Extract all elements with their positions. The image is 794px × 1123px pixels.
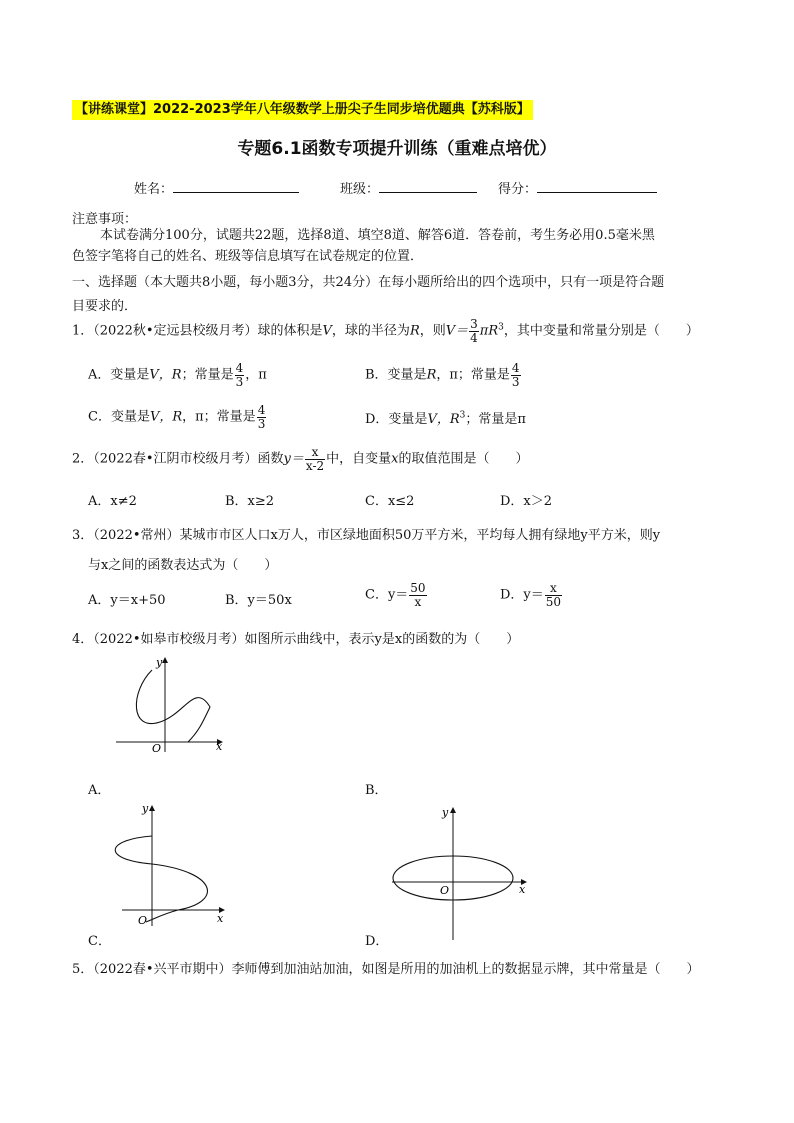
origin-label: O xyxy=(440,884,450,897)
q1-mid2: ，则 xyxy=(419,323,446,339)
q2-fraction: $\frac{x}{x-2}$ xyxy=(305,445,325,473)
question-3-line-1: 3．（2022•常州）某城市市区人口x万人，市区绿地面积50万平方米，平均每人拥有绿地y平方米，则y xyxy=(72,528,661,543)
y-axis-label: y xyxy=(142,802,149,815)
question-4: 4．（2022•如皋市校级月考）如图所示曲线中，表示y是x的函数的为（ ） xyxy=(72,632,520,647)
curve-c xyxy=(115,836,207,922)
q2-option-a: A．x≠2 xyxy=(88,494,137,509)
q1-option-d: D．变量是V，$R^3$；常量是π xyxy=(365,410,526,427)
question-1 xyxy=(72,318,699,344)
score-blank xyxy=(537,178,657,193)
q4-option-b: B． xyxy=(365,783,388,798)
q3-option-b: B．y＝50x xyxy=(225,593,292,608)
q2-option-d: D．x＞2 xyxy=(500,494,553,509)
q1-mid: ，球的半径为 xyxy=(331,323,410,339)
page-title: 专题6.1函数专项提升训练（重难点培优） xyxy=(237,139,557,159)
name-field xyxy=(134,178,299,197)
q2-option-c: C．x≤2 xyxy=(365,494,415,509)
q4-graph-a xyxy=(110,652,240,756)
x-axis-label: x xyxy=(519,883,526,896)
section-1-line-2: 目要求的． xyxy=(72,299,138,314)
header-banner: 【讲练课堂】2022-2023学年八年级数学上册尖子生同步培优题典【苏科版】 xyxy=(72,100,533,120)
name-label: 姓名： xyxy=(134,182,174,197)
x-axis-label: x xyxy=(216,740,223,753)
notes-heading: 注意事项： xyxy=(72,212,138,227)
name-blank xyxy=(173,178,299,193)
q1-suffix: ，其中变量和常量分别是（ ） xyxy=(503,323,699,339)
question-2: 2．（2022春•江阴市校级月考）函数y＝ $\frac{x}{x-2}$ 中，自变量x的取值范围是（ ） xyxy=(72,445,529,473)
curve-a xyxy=(136,670,210,742)
q1-option-b: B．变量是R，π；常量是 $\frac{4}{3}$ xyxy=(365,361,520,389)
q3-option-a: A．y＝x+50 xyxy=(88,593,166,608)
q1-option-a: A．变量是V，R；常量是 $\frac{4}{3}$ ，π xyxy=(88,361,267,389)
q4-graph-d xyxy=(388,802,536,942)
q1-var-v: V xyxy=(322,323,332,339)
y-axis-label: y xyxy=(442,806,449,819)
origin-label: O xyxy=(138,914,148,927)
notes-line-2: 色签字笔将自己的姓名、班级等信息填写在试卷规定的位置． xyxy=(72,249,424,264)
q1-option-c: C．变量是V，R，π；常量是 $\frac{4}{3}$ xyxy=(88,403,266,431)
class-label: 班级： xyxy=(340,182,380,197)
notes-line-1: 本试卷满分100分，试题共22题，选择8道、填空8道、解答6道．答卷前，考生务必用0.5毫米黑 xyxy=(100,228,655,243)
score-label: 得分： xyxy=(498,182,538,197)
score-field xyxy=(498,178,657,197)
class-blank xyxy=(379,178,477,193)
q1-eq-lhs: V＝ xyxy=(445,323,469,339)
y-axis-label: y xyxy=(156,656,163,669)
q4-option-d: D． xyxy=(365,934,389,949)
q1-prefix: 1．（2022秋•定远县校级月考）球的体积是 xyxy=(72,323,323,339)
q3-option-c: C．y＝ $\frac{50}{x}$ xyxy=(365,581,426,609)
q4-option-a: A． xyxy=(88,783,111,798)
q3-option-d: D．y＝ $\frac{x}{50}$ xyxy=(500,581,562,609)
q1-eq-rhs: πR xyxy=(479,323,499,339)
q2-option-b: B．x≥2 xyxy=(225,494,275,509)
section-1-line-1: 一、选择题（本大题共8小题，每小题3分，共24分）在每小题所给出的四个选项中，只有一项是符合题 xyxy=(72,275,665,290)
q4-graph-c xyxy=(108,798,233,930)
class-field xyxy=(340,178,477,197)
x-axis-label: x xyxy=(217,912,224,925)
question-5: 5．（2022春•兴平市期中）李师傅到加油站加油，如图是所用的加油机上的数据显示牌，其中常量是（ ） xyxy=(72,962,700,977)
origin-label: O xyxy=(152,742,162,755)
q1-var-r: R xyxy=(409,323,420,339)
q1-fraction: $\frac{3}{4}$ xyxy=(470,317,478,345)
q4-option-c: C． xyxy=(88,934,111,949)
question-3-line-2: 与x之间的函数表达式为（ ） xyxy=(88,558,278,573)
q1-exponent: 3 xyxy=(498,322,504,333)
